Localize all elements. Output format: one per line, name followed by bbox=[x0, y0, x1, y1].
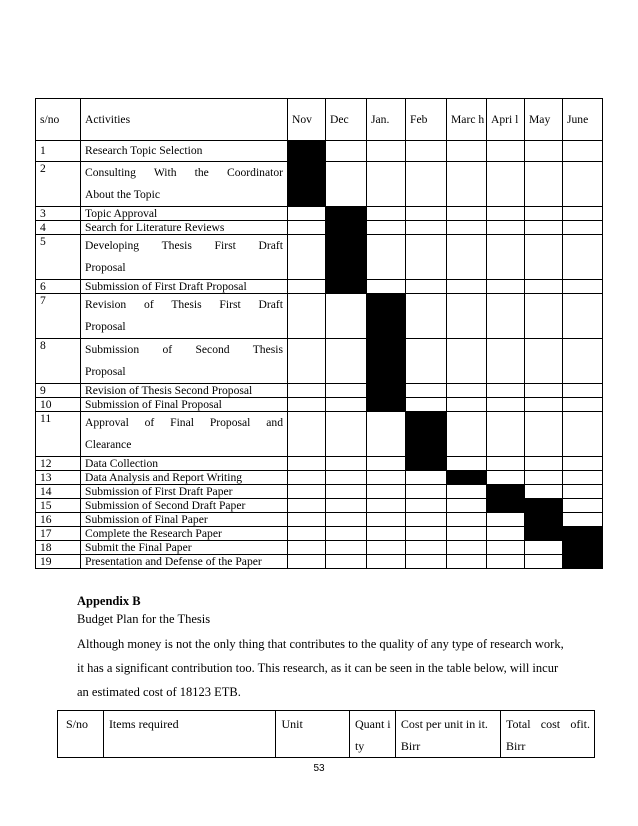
month-header-april: Apri l bbox=[487, 99, 525, 141]
schedule-cell bbox=[326, 412, 367, 457]
schedule-cell bbox=[525, 235, 563, 280]
schedule-cell bbox=[288, 513, 326, 527]
schedule-cell bbox=[406, 141, 447, 162]
schedule-cell bbox=[288, 412, 326, 457]
schedule-cell bbox=[563, 471, 603, 485]
activity-line: Presentation and Defense of the Paper bbox=[85, 555, 262, 568]
schedule-cell bbox=[288, 541, 326, 555]
schedule-cell bbox=[525, 221, 563, 235]
schedule-cell bbox=[406, 339, 447, 384]
activity-cell bbox=[81, 280, 288, 294]
schedule-cell bbox=[447, 294, 487, 339]
schedule-row bbox=[36, 162, 603, 207]
row-number: 14 bbox=[36, 485, 81, 499]
activity-cell bbox=[81, 162, 288, 207]
row-number: 1 bbox=[36, 141, 81, 162]
activity-line: Topic Approval bbox=[85, 207, 158, 220]
activity-line: Revision of Thesis Second Proposal bbox=[85, 384, 253, 397]
schedule-cell bbox=[367, 499, 406, 513]
schedule-cell bbox=[563, 412, 603, 457]
schedule-cell bbox=[447, 384, 487, 398]
schedule-bar bbox=[563, 527, 603, 541]
schedule-cell bbox=[525, 398, 563, 412]
schedule-bar bbox=[367, 339, 406, 384]
schedule-bar bbox=[326, 280, 367, 294]
schedule-cell bbox=[487, 235, 525, 280]
page-number: 53 bbox=[313, 763, 325, 774]
activity-cell bbox=[81, 207, 288, 221]
activity-line: Submission of Final Paper bbox=[85, 513, 208, 526]
activity-cell bbox=[81, 499, 288, 513]
schedule-cell bbox=[367, 280, 406, 294]
schedule-bar bbox=[447, 471, 487, 485]
row-number: 7 bbox=[36, 294, 81, 339]
schedule-bar bbox=[487, 499, 525, 513]
schedule-cell bbox=[487, 221, 525, 235]
schedule-cell bbox=[326, 485, 367, 499]
month-header-may: May bbox=[525, 99, 563, 141]
activity-line: Complete the Research Paper bbox=[85, 527, 222, 540]
schedule-cell bbox=[447, 339, 487, 384]
schedule-cell bbox=[367, 207, 406, 221]
schedule-cell bbox=[326, 294, 367, 339]
schedule-cell bbox=[563, 499, 603, 513]
schedule-bar bbox=[288, 162, 326, 207]
schedule-row bbox=[36, 471, 603, 485]
schedule-bar bbox=[367, 384, 406, 398]
activity-cell bbox=[81, 235, 288, 280]
row-number: 3 bbox=[36, 207, 81, 221]
schedule-cell bbox=[326, 513, 367, 527]
schedule-cell bbox=[525, 457, 563, 471]
schedule-cell bbox=[326, 499, 367, 513]
schedule-row bbox=[36, 555, 603, 569]
schedule-header-row bbox=[36, 99, 603, 141]
row-number: 9 bbox=[36, 384, 81, 398]
activity-cell bbox=[81, 471, 288, 485]
schedule-cell bbox=[288, 457, 326, 471]
schedule-row bbox=[36, 294, 603, 339]
activity-line-continued: Proposal bbox=[85, 261, 126, 274]
activity-cell bbox=[81, 412, 288, 457]
schedule-cell bbox=[367, 221, 406, 235]
activity-cell bbox=[81, 339, 288, 384]
budget-header-unit: Unit bbox=[276, 711, 350, 758]
schedule-cell bbox=[487, 541, 525, 555]
schedule-row bbox=[36, 280, 603, 294]
schedule-cell bbox=[326, 471, 367, 485]
schedule-bar bbox=[487, 485, 525, 499]
schedule-cell bbox=[525, 294, 563, 339]
schedule-bar bbox=[563, 555, 603, 569]
activity-cell bbox=[81, 527, 288, 541]
schedule-cell bbox=[563, 398, 603, 412]
schedule-bar bbox=[406, 457, 447, 471]
schedule-row bbox=[36, 141, 603, 162]
schedule-cell bbox=[288, 485, 326, 499]
activity-cell bbox=[81, 398, 288, 412]
activity-line: Submission of First Draft Paper bbox=[85, 485, 233, 498]
activity-line: Consulting With the Coordinator bbox=[85, 166, 283, 179]
schedule-bar bbox=[367, 398, 406, 412]
activities-header: Activities bbox=[81, 99, 288, 141]
schedule-table bbox=[35, 98, 603, 569]
activity-line: Submission of Second Draft Paper bbox=[85, 499, 246, 512]
schedule-cell bbox=[447, 207, 487, 221]
activity-cell bbox=[81, 384, 288, 398]
schedule-cell bbox=[487, 294, 525, 339]
row-number: 18 bbox=[36, 541, 81, 555]
schedule-cell bbox=[447, 398, 487, 412]
schedule-cell bbox=[487, 398, 525, 412]
activity-line-continued: Proposal bbox=[85, 365, 126, 378]
month-header-march: Marc h bbox=[447, 99, 487, 141]
schedule-cell bbox=[367, 555, 406, 569]
schedule-cell bbox=[563, 457, 603, 471]
schedule-cell bbox=[367, 513, 406, 527]
schedule-cell bbox=[406, 485, 447, 499]
appendix-paragraph: Although money is not the only thing that contributes to the quality of any type of research work, it has a significant contribution too. This research, as it can be seen in the table below, will incur an estimated cost of 18123 ETB. bbox=[77, 637, 564, 699]
activity-line-continued: Clearance bbox=[85, 438, 132, 451]
schedule-cell bbox=[326, 141, 367, 162]
schedule-cell bbox=[563, 221, 603, 235]
schedule-cell bbox=[447, 527, 487, 541]
schedule-cell bbox=[367, 141, 406, 162]
schedule-bar bbox=[525, 513, 563, 527]
schedule-cell bbox=[288, 555, 326, 569]
schedule-cell bbox=[326, 339, 367, 384]
schedule-cell bbox=[487, 471, 525, 485]
schedule-cell bbox=[326, 527, 367, 541]
row-number: 6 bbox=[36, 280, 81, 294]
schedule-cell bbox=[367, 162, 406, 207]
row-number: 15 bbox=[36, 499, 81, 513]
schedule-row bbox=[36, 384, 603, 398]
schedule-cell bbox=[447, 141, 487, 162]
schedule-cell bbox=[447, 162, 487, 207]
schedule-cell bbox=[447, 541, 487, 555]
schedule-cell bbox=[288, 207, 326, 221]
schedule-cell bbox=[563, 235, 603, 280]
schedule-cell bbox=[406, 280, 447, 294]
schedule-bar bbox=[326, 221, 367, 235]
row-number: 11 bbox=[36, 412, 81, 457]
schedule-cell bbox=[487, 339, 525, 384]
month-header-june: June bbox=[563, 99, 603, 141]
schedule-cell bbox=[406, 541, 447, 555]
schedule-cell bbox=[563, 294, 603, 339]
schedule-cell bbox=[326, 384, 367, 398]
schedule-cell bbox=[288, 339, 326, 384]
schedule-cell bbox=[288, 221, 326, 235]
schedule-bar bbox=[326, 207, 367, 221]
schedule-cell bbox=[447, 412, 487, 457]
activity-line: Submission of First Draft Proposal bbox=[85, 280, 247, 293]
budget-header-total-cost: Total cost ofit. Birr bbox=[501, 711, 595, 758]
schedule-cell bbox=[288, 499, 326, 513]
schedule-row bbox=[36, 339, 603, 384]
row-number: 19 bbox=[36, 555, 81, 569]
schedule-bar bbox=[367, 294, 406, 339]
activity-cell bbox=[81, 221, 288, 235]
budget-header-sno: S/no bbox=[58, 711, 104, 758]
row-number: 13 bbox=[36, 471, 81, 485]
budget-table bbox=[57, 710, 595, 758]
schedule-row bbox=[36, 527, 603, 541]
schedule-row bbox=[36, 513, 603, 527]
schedule-row bbox=[36, 207, 603, 221]
schedule-cell bbox=[563, 207, 603, 221]
schedule-cell bbox=[406, 513, 447, 527]
schedule-cell bbox=[525, 339, 563, 384]
schedule-cell bbox=[563, 141, 603, 162]
schedule-cell bbox=[487, 384, 525, 398]
schedule-cell bbox=[367, 527, 406, 541]
schedule-cell bbox=[563, 280, 603, 294]
schedule-cell bbox=[447, 280, 487, 294]
schedule-cell bbox=[525, 141, 563, 162]
schedule-cell bbox=[487, 513, 525, 527]
schedule-cell bbox=[525, 485, 563, 499]
month-header-feb: Feb bbox=[406, 99, 447, 141]
schedule-cell bbox=[563, 339, 603, 384]
appendix-heading: Appendix B bbox=[77, 594, 141, 608]
schedule-cell bbox=[288, 384, 326, 398]
schedule-row bbox=[36, 398, 603, 412]
schedule-cell bbox=[326, 555, 367, 569]
schedule-cell bbox=[447, 499, 487, 513]
schedule-cell bbox=[326, 398, 367, 412]
schedule-cell bbox=[406, 207, 447, 221]
schedule-row bbox=[36, 221, 603, 235]
schedule-cell bbox=[525, 412, 563, 457]
appendix-subheading: Budget Plan for the Thesis bbox=[77, 612, 211, 626]
schedule-cell bbox=[487, 141, 525, 162]
schedule-cell bbox=[406, 221, 447, 235]
schedule-cell bbox=[487, 162, 525, 207]
row-number: 8 bbox=[36, 339, 81, 384]
schedule-cell bbox=[487, 412, 525, 457]
schedule-cell bbox=[406, 235, 447, 280]
schedule-row bbox=[36, 457, 603, 471]
activity-line: Developing Thesis First Draft bbox=[85, 239, 283, 252]
month-header-jan: Jan. bbox=[367, 99, 406, 141]
row-number: 4 bbox=[36, 221, 81, 235]
activity-line: Submission of Final Proposal bbox=[85, 398, 222, 411]
schedule-bar bbox=[525, 527, 563, 541]
schedule-cell bbox=[406, 527, 447, 541]
schedule-cell bbox=[367, 541, 406, 555]
schedule-bar bbox=[406, 412, 447, 457]
schedule-body bbox=[36, 141, 603, 569]
row-number: 16 bbox=[36, 513, 81, 527]
schedule-cell bbox=[367, 485, 406, 499]
activity-line-continued: Proposal bbox=[85, 320, 126, 333]
schedule-cell bbox=[563, 384, 603, 398]
activity-line: Submit the Final Paper bbox=[85, 541, 192, 554]
schedule-cell bbox=[447, 513, 487, 527]
schedule-cell bbox=[447, 485, 487, 499]
schedule-cell bbox=[487, 280, 525, 294]
schedule-row bbox=[36, 499, 603, 513]
schedule-cell bbox=[288, 235, 326, 280]
schedule-cell bbox=[406, 398, 447, 412]
activity-cell bbox=[81, 513, 288, 527]
activity-line: Data Analysis and Report Writing bbox=[85, 471, 243, 484]
activity-line: Search for Literature Reviews bbox=[85, 221, 225, 234]
schedule-cell bbox=[447, 555, 487, 569]
activity-cell bbox=[81, 541, 288, 555]
row-number: 5 bbox=[36, 235, 81, 280]
row-number: 17 bbox=[36, 527, 81, 541]
schedule-cell bbox=[525, 384, 563, 398]
schedule-cell bbox=[525, 280, 563, 294]
schedule-cell bbox=[406, 384, 447, 398]
sno-header: s/no bbox=[36, 99, 81, 141]
schedule-cell bbox=[367, 457, 406, 471]
schedule-cell bbox=[288, 398, 326, 412]
schedule-cell bbox=[563, 162, 603, 207]
activity-line-continued: About the Topic bbox=[85, 188, 160, 201]
schedule-cell bbox=[367, 471, 406, 485]
schedule-cell bbox=[525, 162, 563, 207]
schedule-cell bbox=[487, 457, 525, 471]
schedule-cell bbox=[288, 280, 326, 294]
budget-header-quantity: Quant ity bbox=[349, 711, 395, 758]
schedule-cell bbox=[447, 235, 487, 280]
month-header-nov: Nov bbox=[288, 99, 326, 141]
schedule-cell bbox=[487, 207, 525, 221]
schedule-cell bbox=[288, 527, 326, 541]
activity-cell bbox=[81, 485, 288, 499]
row-number: 2 bbox=[36, 162, 81, 207]
schedule-cell bbox=[406, 499, 447, 513]
schedule-cell bbox=[326, 541, 367, 555]
activity-line: Approval of Final Proposal and bbox=[85, 416, 283, 429]
schedule-cell bbox=[563, 513, 603, 527]
schedule-row bbox=[36, 235, 603, 280]
activity-cell bbox=[81, 141, 288, 162]
activity-line: Revision of Thesis First Draft bbox=[85, 298, 283, 311]
activity-cell bbox=[81, 555, 288, 569]
activity-line: Data Collection bbox=[85, 457, 159, 470]
row-number: 12 bbox=[36, 457, 81, 471]
schedule-bar bbox=[563, 541, 603, 555]
schedule-cell bbox=[288, 471, 326, 485]
schedule-cell bbox=[367, 412, 406, 457]
schedule-row bbox=[36, 541, 603, 555]
schedule-cell bbox=[367, 235, 406, 280]
schedule-bar bbox=[326, 235, 367, 280]
schedule-cell bbox=[487, 527, 525, 541]
schedule-bar bbox=[525, 499, 563, 513]
schedule-bar bbox=[288, 141, 326, 162]
activity-line: Submission of Second Thesis bbox=[85, 343, 283, 356]
schedule-cell bbox=[406, 471, 447, 485]
schedule-row bbox=[36, 485, 603, 499]
schedule-cell bbox=[326, 457, 367, 471]
activity-line: Research Topic Selection bbox=[85, 144, 203, 157]
schedule-cell bbox=[406, 294, 447, 339]
schedule-cell bbox=[288, 294, 326, 339]
schedule-cell bbox=[487, 555, 525, 569]
schedule-cell bbox=[447, 221, 487, 235]
budget-header-items: Items required bbox=[103, 711, 276, 758]
schedule-cell bbox=[326, 162, 367, 207]
schedule-cell bbox=[525, 555, 563, 569]
month-header-dec: Dec bbox=[326, 99, 367, 141]
activity-cell bbox=[81, 457, 288, 471]
schedule-cell bbox=[447, 457, 487, 471]
schedule-cell bbox=[525, 207, 563, 221]
schedule-cell bbox=[563, 485, 603, 499]
activity-cell bbox=[81, 294, 288, 339]
budget-header-row bbox=[58, 711, 595, 758]
row-number: 10 bbox=[36, 398, 81, 412]
schedule-cell bbox=[525, 541, 563, 555]
budget-header-cost-per-unit: Cost per unit in it. Birr bbox=[395, 711, 500, 758]
schedule-cell bbox=[525, 471, 563, 485]
schedule-row bbox=[36, 412, 603, 457]
schedule-cell bbox=[406, 555, 447, 569]
schedule-cell bbox=[406, 162, 447, 207]
